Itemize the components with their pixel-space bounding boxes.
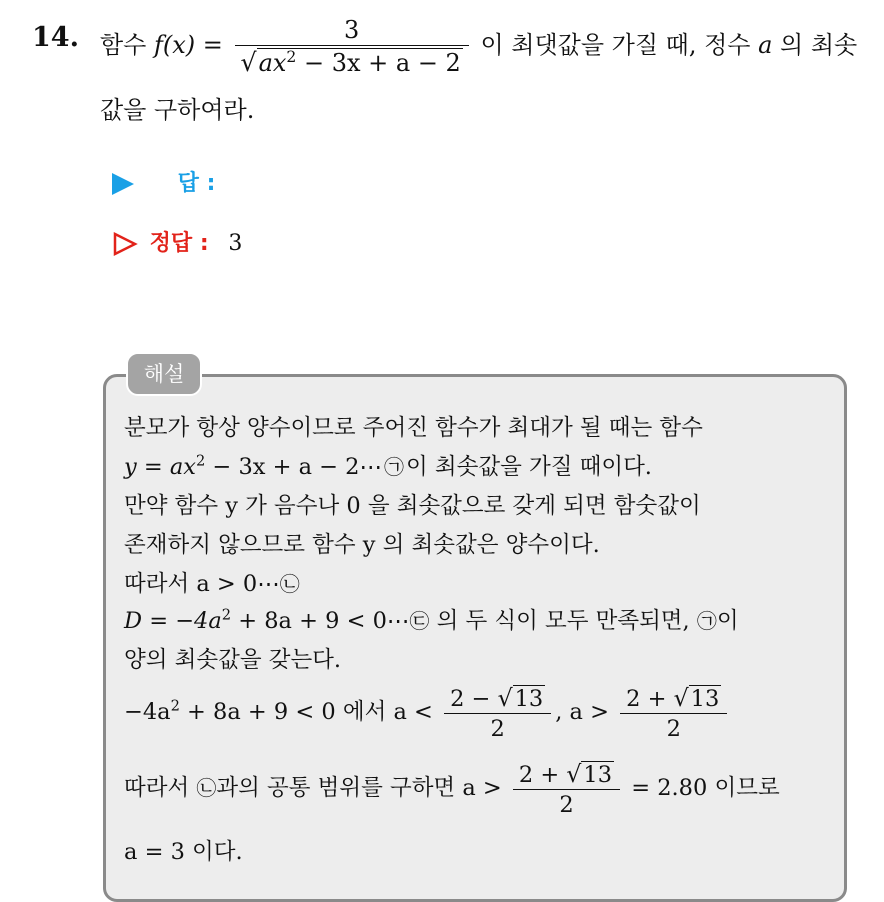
explanation-line-3: 만약 함수 y 가 음수나 0 을 최솟값으로 갖게 되면 함숫값이 bbox=[124, 493, 701, 519]
fraction-denominator: $√ax^2 - 3x + a - 2$ bbox=[235, 45, 469, 77]
fraction-numerator: 3 bbox=[344, 16, 360, 44]
question-suffix-2: 의 최솟 bbox=[772, 31, 858, 59]
mark-giyeok-2: ㉠ bbox=[696, 609, 717, 633]
fraction-lower-root: $\frac{2 - √13}{2}$ bbox=[444, 684, 551, 742]
function-fraction bbox=[235, 16, 469, 77]
explanation-line-7: 양의 최솟값을 갖는다. bbox=[124, 647, 342, 673]
explanation-line-4: 존재하지 않으므로 함수 y 의 최솟값은 양수이다. bbox=[124, 532, 600, 558]
correct-answer-value: 3 bbox=[228, 231, 243, 256]
question-line-2: 값을 구하여라. bbox=[100, 96, 255, 124]
explanation-tag: 해설 bbox=[126, 352, 202, 396]
answer-label: 답 : bbox=[177, 171, 216, 196]
explanation-line-6: $D = -4a^2 + 8a + 9$ < 0⋯㉢ 의 두 식이 모두 만족되면, ㉠이 bbox=[124, 606, 739, 634]
fraction-result: $\frac{2 + √13}{2}$ bbox=[513, 760, 620, 818]
mark-giyeok: ㉠ bbox=[384, 455, 404, 479]
explanation-line-1: 분모가 항상 양수이므로 주어진 함수가 최대가 될 때는 함수 bbox=[124, 415, 703, 441]
explanation-line-2: $y = ax^2 - 3x + a$ − 2⋯ ㉠이 최솟값을 가질 때이다. bbox=[124, 452, 652, 480]
sqrt-icon: √ bbox=[240, 48, 257, 77]
mark-nieun: ㉡ bbox=[279, 572, 300, 596]
correct-answer-label: 정답 : bbox=[149, 231, 209, 256]
fraction-upper-root: $\frac{2 + √13}{2}$ bbox=[620, 684, 727, 742]
play-outline-icon bbox=[112, 231, 138, 257]
explanation-line-9: 따라서 ㉡과의 공통 범위를 구하면 a > $\frac{2 + √13}{2}$ = 2.80 이므로 bbox=[124, 760, 780, 818]
explanation-line-5: 따라서 a > 0⋯㉡ bbox=[124, 571, 300, 597]
answer-row bbox=[112, 166, 215, 197]
var-a: a bbox=[758, 31, 773, 59]
question-number: 14. bbox=[32, 22, 79, 53]
explanation-line-8: $-4a^2 + 8a + 9 < 0$ 에서 a < $\frac{2 - √13}{2}$ , a > $\frac{2 + √13}{2}$ bbox=[124, 684, 731, 742]
play-filled-icon bbox=[112, 173, 134, 195]
question-prefix: 함수 bbox=[100, 31, 154, 59]
function-lhs: f(x) = bbox=[154, 31, 231, 59]
correct-answer-row bbox=[112, 226, 242, 257]
mark-nieun-2: ㉡ bbox=[196, 776, 217, 800]
question-suffix: 이 최댓값을 가질 때, 정수 bbox=[480, 31, 759, 59]
question-line-1 bbox=[100, 16, 857, 77]
explanation-line-10: a = 3 이다. bbox=[124, 839, 243, 865]
mark-digeut: ㉢ bbox=[409, 609, 430, 633]
